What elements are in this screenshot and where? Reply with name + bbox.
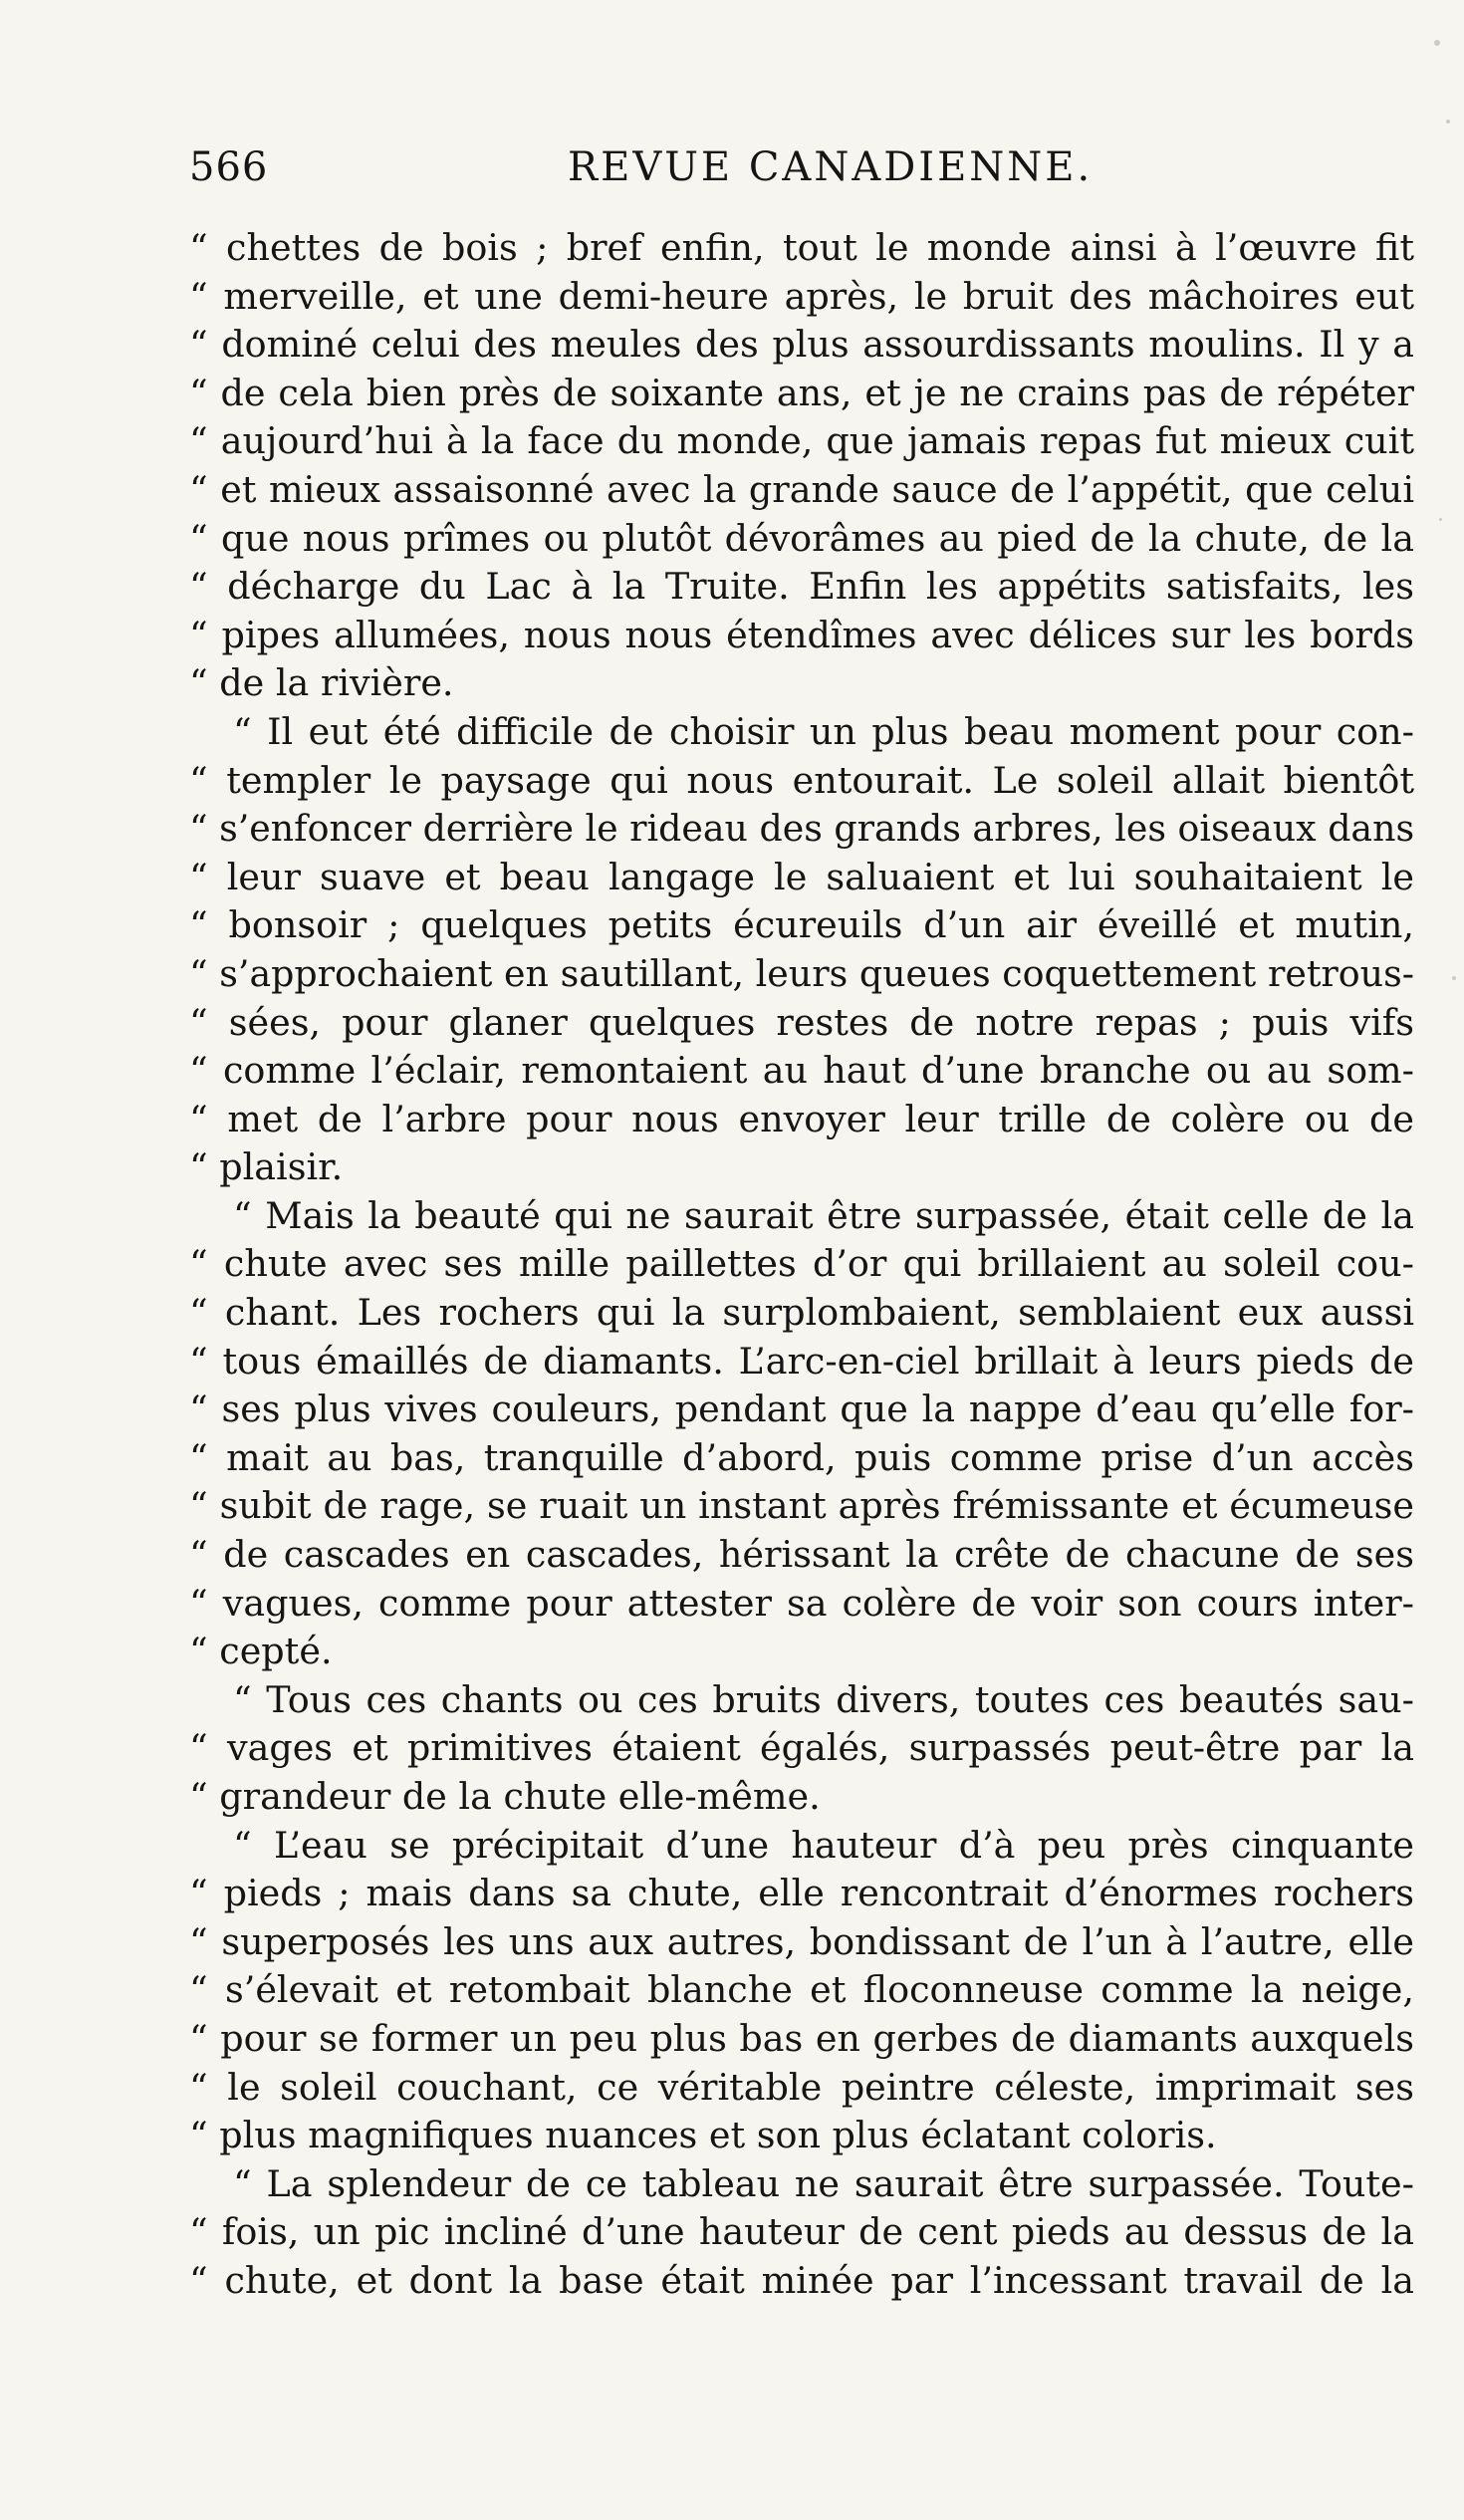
page-number: 566 xyxy=(189,144,269,190)
text-line: “ aujourd’hui à la face du monde, que jamais repas fut mieux cuit xyxy=(189,419,1414,463)
body-text xyxy=(189,224,1414,2306)
text-line: “ et mieux assaisonné avec la grande sauce de l’appétit, que celui xyxy=(189,467,1414,511)
text-line: “ subit de rage, se ruait un instant après frémissante et écumeuse xyxy=(189,1484,1414,1528)
text-line: “ La splendeur de ce tableau ne saurait être surpassée. Toute- xyxy=(233,2161,1414,2205)
text-line: “ grandeur de la chute elle-même. xyxy=(189,1775,821,1818)
text-line: “ de cela bien près de soixante ans, et je ne crains pas de répéter xyxy=(189,371,1414,414)
text-line: “ dominé celui des meules des plus assourdissants moulins. Il y a xyxy=(189,323,1414,367)
text-line: “ pour se former un peu plus bas en gerbes de diamants auxquels xyxy=(189,2016,1414,2060)
text-line: “ cepté. xyxy=(189,1630,333,1673)
text-line: “ comme l’éclair, remontaient au haut d’une branche ou au som- xyxy=(189,1049,1414,1093)
running-title: REVUE CANADIENNE. xyxy=(568,144,1094,190)
text-line: “ templer le paysage qui nous entourait. Le soleil allait bientôt xyxy=(189,758,1414,802)
text-line: “ chute avec ses mille paillettes d’or qui brillaient au soleil cou- xyxy=(189,1242,1414,1286)
text-line: “ tous émaillés de diamants. L’arc-en-ciel brillait à leurs pieds de xyxy=(189,1339,1414,1383)
text-line: “ pipes allumées, nous nous étendîmes avec délices sur les bords xyxy=(189,613,1414,656)
text-line: “ de la rivière. xyxy=(189,661,454,705)
text-line: “ leur suave et beau langage le saluaient et lui souhaitaient le xyxy=(189,855,1414,898)
text-line: “ merveille, et une demi-heure après, le bruit des mâchoires eut xyxy=(189,274,1414,318)
scan-speck xyxy=(1452,976,1456,980)
scan-speck xyxy=(1439,518,1442,521)
text-line: “ ses plus vives couleurs, pendant que la nappe d’eau qu’elle for- xyxy=(189,1387,1414,1431)
text-line: “ met de l’arbre pour nous envoyer leur trille de colère ou de xyxy=(189,1097,1414,1140)
scan-speck xyxy=(1446,120,1450,124)
text-line: “ sées, pour glaner quelques restes de notre repas ; puis vifs xyxy=(189,1000,1414,1044)
text-line: “ mait au bas, tranquille d’abord, puis comme prise d’un accès xyxy=(189,1435,1414,1479)
scan-speck xyxy=(1434,40,1440,46)
text-line: “ Mais la beauté qui ne saurait être surpassée, était celle de la xyxy=(233,1193,1414,1237)
text-line: “ chute, et dont la base était minée par l’incessant travail de la xyxy=(189,2258,1414,2302)
text-line: “ Tous ces chants ou ces bruits divers, toutes ces beautés sau- xyxy=(233,1677,1414,1721)
text-line: “ le soleil couchant, ce véritable peintre céleste, imprimait ses xyxy=(189,2065,1414,2109)
text-line: “ s’approchaient en sautillant, leurs queues coquettement retrous- xyxy=(189,951,1414,995)
text-line: “ s’enfoncer derrière le rideau des grands arbres, les oiseaux dans xyxy=(189,807,1415,851)
text-line: “ chant. Les rochers qui la surplombaient, semblaient eux aussi xyxy=(189,1291,1414,1335)
text-line: “ s’élevait et retombait blanche et floconneuse comme la neige, xyxy=(189,1968,1414,2012)
text-line: “ plus magnifiques nuances et son plus éclatant coloris. xyxy=(189,2114,1217,2157)
text-line: “ que nous prîmes ou plutôt dévorâmes au pied de la chute, de la xyxy=(189,516,1414,560)
text-line: “ chettes de bois ; bref enfin, tout le monde ainsi à l’œuvre fit xyxy=(189,226,1414,269)
text-line: “ L’eau se précipitait d’une hauteur d’à peu près cinquante xyxy=(233,1823,1414,1867)
text-line: “ superposés les uns aux autres, bondissant de l’un à l’autre, elle xyxy=(189,1919,1414,1963)
text-line: “ plaisir. xyxy=(189,1145,344,1189)
text-line: “ bonsoir ; quelques petits écureuils d’un air éveillé et mutin, xyxy=(189,903,1414,947)
text-line: “ de cascades en cascades, hérissant la crête de chacune de ses xyxy=(189,1533,1414,1577)
page-header xyxy=(189,144,1414,204)
text-line: “ fois, un pic incliné d’une hauteur de cent pieds au dessus de la xyxy=(189,2210,1414,2254)
text-line: “ Il eut été difficile de choisir un plus beau moment pour con- xyxy=(233,709,1414,753)
text-line: “ décharge du Lac à la Truite. Enfin les appétits satisfaits, les xyxy=(189,565,1414,609)
text-line: “ pieds ; mais dans sa chute, elle rencontrait d’énormes rochers xyxy=(189,1872,1414,1915)
text-line: “ vagues, comme pour attester sa colère de voir son cours inter- xyxy=(189,1581,1414,1625)
text-line: “ vages et primitives étaient égalés, surpassés peut-être par la xyxy=(189,1726,1414,1770)
